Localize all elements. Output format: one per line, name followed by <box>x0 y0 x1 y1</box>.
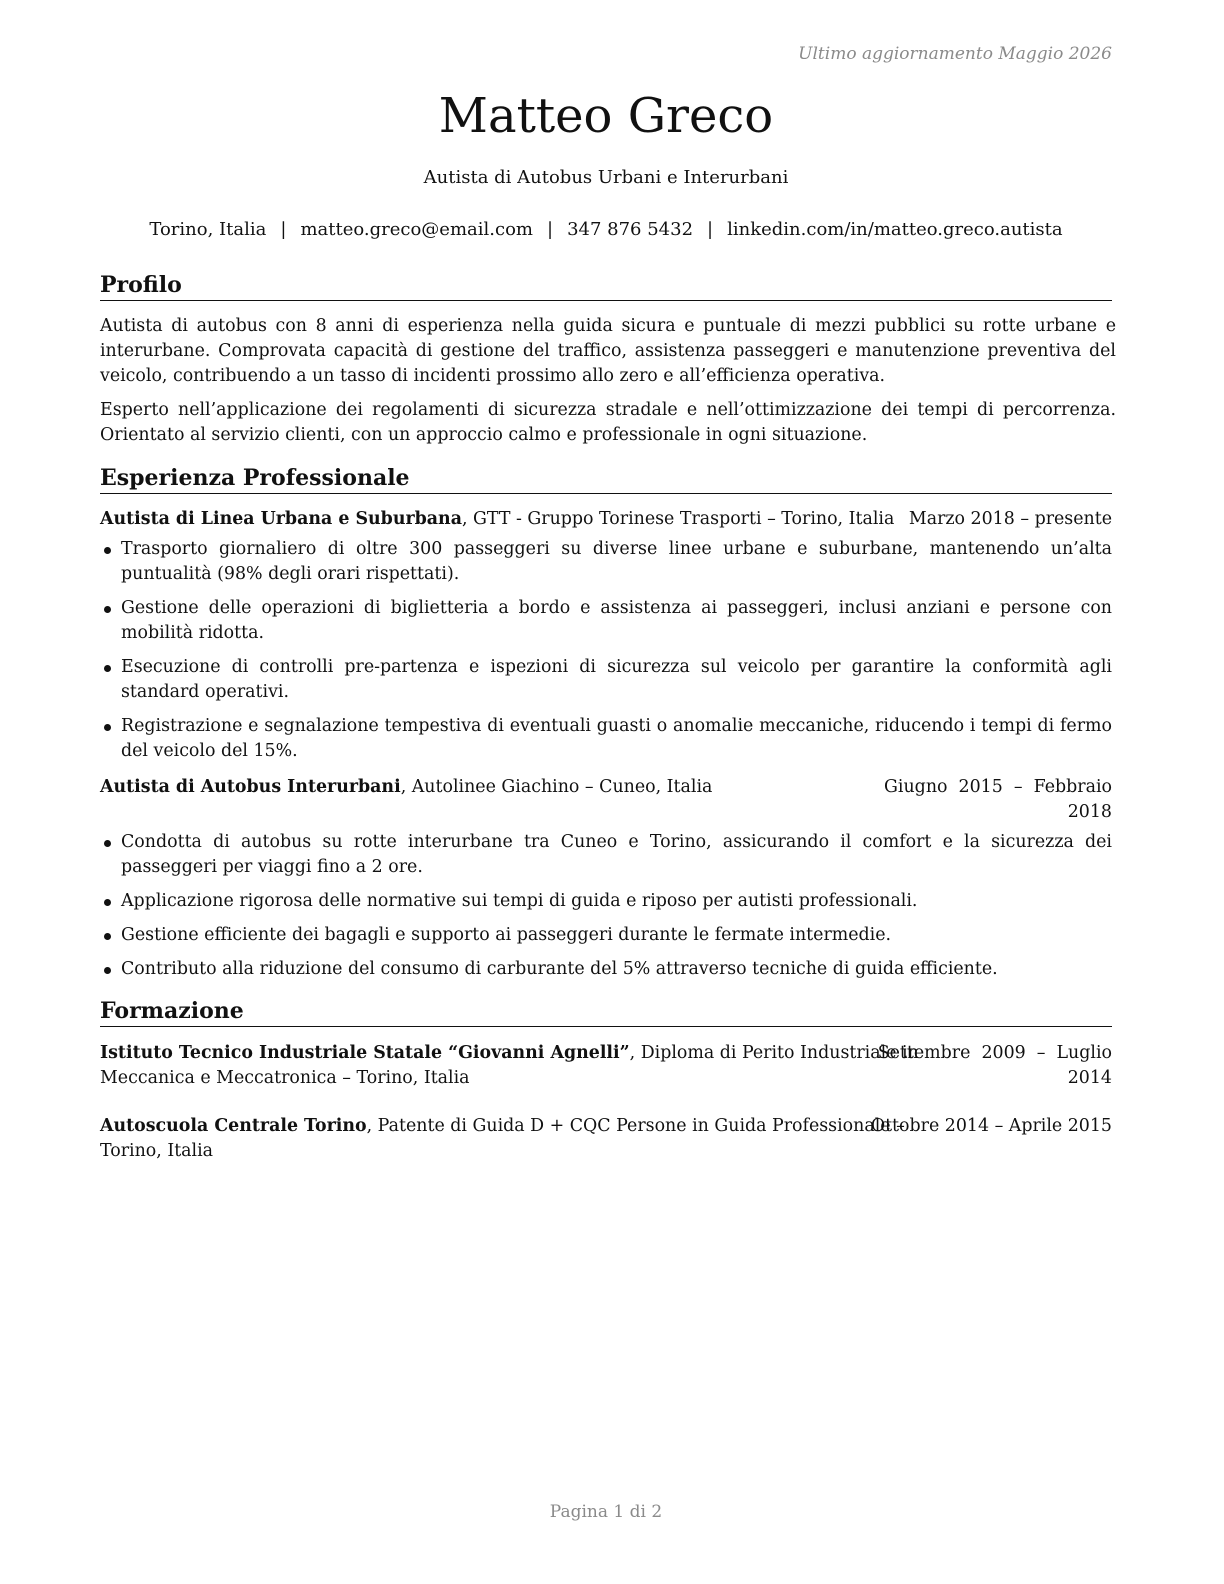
bullet-text: Trasporto giornaliero di oltre 300 passeggeri su diverse linee urbane e suburbane, mantenendo un’alta puntualità (98% degli orari rispettati). <box>121 539 1112 584</box>
education-dates-line: Ottobre 2014 – Aprile 2015 <box>870 1116 1112 1136</box>
education-institution: Autoscuola Centrale Torino <box>100 1116 367 1136</box>
job-dates: Marzo 2018 – presente <box>908 509 1112 529</box>
education-dates-line: Settembre 2009 – Luglio <box>877 1043 1112 1063</box>
job-role: Autista di Linea Urbana e Suburbana <box>100 509 462 529</box>
job-company: , Autolinee Giachino – Cuneo, Italia <box>400 777 713 797</box>
candidate-name: Matteo Greco <box>438 88 774 144</box>
contact-linkedin[interactable]: linkedin.com/in/matteo.greco.autista <box>727 219 1063 240</box>
list-item <box>100 889 1112 914</box>
bullet-text: Condotta di autobus su rotte interurbane tra Cuneo e Torino, assicurando il comfort e la sicurezza dei passeggeri per viaggi fino a 2 ore. <box>121 832 1112 877</box>
bullet-icon <box>104 606 111 613</box>
job-company: , GTT - Gruppo Torinese Trasporti – Torino, Italia <box>461 509 895 529</box>
job-header <box>100 775 1112 825</box>
job-dates-line: Giugno 2015 – Febbraio <box>884 777 1112 797</box>
education-dates <box>871 1114 1112 1139</box>
bullet-icon <box>104 967 111 974</box>
bullet-icon <box>104 724 111 731</box>
resume-page <box>100 0 1116 1584</box>
bullet-icon <box>104 840 111 847</box>
job-role: Autista di Autobus Interurbani <box>100 777 401 797</box>
education-degree-cont: Meccanica e Meccatronica – Torino, Italia <box>100 1068 470 1088</box>
job-title-line <box>100 507 894 532</box>
education-item <box>100 1114 1112 1164</box>
list-item <box>100 957 1112 982</box>
bullet-icon <box>104 547 111 554</box>
contact-separator: | <box>707 219 714 240</box>
contact-phone[interactable]: 347 876 5432 <box>567 219 694 240</box>
job-dates-line: 2018 <box>1067 802 1112 822</box>
education-details <box>100 1114 905 1164</box>
contact-location: Torino, Italia <box>149 219 267 240</box>
job-title: Autista di Autobus Urbani e Interurbani <box>423 167 789 188</box>
bullet-text: Contributo alla riduzione del consumo di carburante del 5% attraverso tecniche di guida efficiente. <box>121 959 998 979</box>
contact-separator: | <box>546 219 554 240</box>
profile-paragraph: Autista di autobus con 8 anni di esperienza nella guida sicura e puntuale di mezzi pubblici su rotte urbane e interurbane. Comprovata capacità di gestione del traffico, assistenza passeggeri e manutenzione preventiva del veicolo, contribuendo a un tasso di incidenti prossimo allo zero e all’efficienza operativa. <box>100 316 1116 386</box>
page-number: Pagina 1 di 2 <box>549 1502 663 1522</box>
education-institution: Istituto Tecnico Industriale Statale “Giovanni Agnelli” <box>100 1043 630 1063</box>
education-details <box>100 1041 919 1091</box>
contact-line <box>100 219 1112 240</box>
education-degree: , Patente di Guida D + CQC Persone in Guida Professionale – <box>366 1116 905 1136</box>
last-updated: Ultimo aggiornamento Maggio 2026 <box>798 44 1112 64</box>
profile-paragraph: Esperto nell’applicazione dei regolamenti di sicurezza stradale e nell’ottimizzazione dei tempi di percorrenza. Orientato al servizio clienti, con un approccio calmo e professionale in ogni situazione. <box>100 400 1116 445</box>
bullet-text: Gestione efficiente dei bagagli e supporto ai passeggeri durante le fermate intermedie. <box>121 925 892 945</box>
job-bullets <box>100 830 1112 991</box>
job-bullets <box>100 537 1112 773</box>
bullet-icon <box>104 665 111 672</box>
bullet-text: Registrazione e segnalazione tempestiva di eventuali guasti o anomalie meccaniche, riducendo i tempi di fermo del veicolo del 15%. <box>121 716 1112 761</box>
section-title-profile: Profilo <box>100 271 1112 301</box>
education-degree: , Diploma di Perito Industriale in <box>629 1043 919 1063</box>
contact-separator: | <box>280 219 287 240</box>
education-dates-line: 2014 <box>1067 1068 1112 1088</box>
job-header <box>100 507 1112 532</box>
job-dates <box>884 775 1112 825</box>
list-item <box>100 714 1112 764</box>
section-title-education: Formazione <box>100 997 1112 1027</box>
education-degree-cont: Torino, Italia <box>100 1141 214 1161</box>
education-item <box>100 1041 1112 1091</box>
section-title-experience: Esperienza Professionale <box>100 464 1112 494</box>
list-item <box>100 655 1112 705</box>
list-item <box>100 596 1112 646</box>
job-title-line <box>100 775 712 800</box>
bullet-icon <box>104 899 111 906</box>
contact-email[interactable]: matteo.greco@email.com <box>300 219 533 240</box>
education-dates <box>878 1041 1112 1091</box>
bullet-text: Esecuzione di controlli pre-partenza e ispezioni di sicurezza sul veicolo per garantire la conformità agli standard operativi. <box>121 657 1112 702</box>
list-item <box>100 923 1112 948</box>
bullet-icon <box>104 933 111 940</box>
list-item <box>100 830 1112 880</box>
bullet-text: Gestione delle operazioni di biglietteria a bordo e assistenza ai passeggeri, inclusi anziani e persone con mobilità ridotta. <box>121 598 1112 643</box>
bullet-text: Applicazione rigorosa delle normative sui tempi di guida e riposo per autisti professionali. <box>121 891 918 911</box>
list-item <box>100 537 1112 587</box>
